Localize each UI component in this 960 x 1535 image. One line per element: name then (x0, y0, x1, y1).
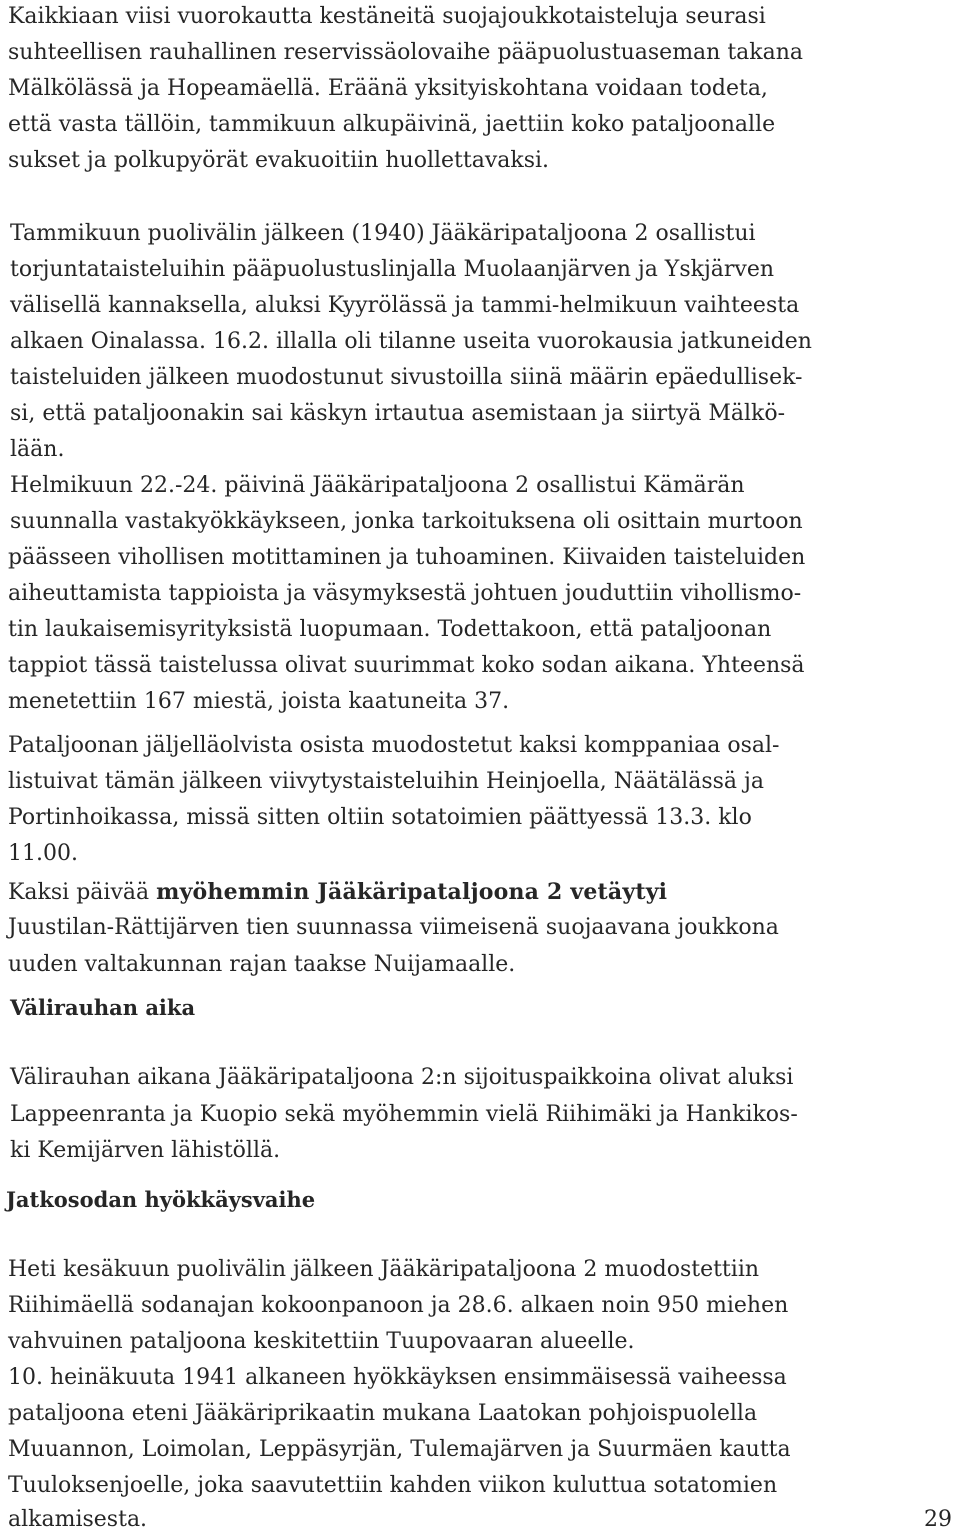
text-line: pataljoona eteni Jääkäriprikaatin mukana Laatokan pohjoispuolella (8, 1401, 758, 1426)
text-line: alkamisesta. (8, 1507, 148, 1532)
text-line: suhteellisen rauhallinen reservissäolovaihe pääpuolustuaseman takana (8, 40, 804, 65)
text-line: aiheuttamista tappioista ja väsymyksestä johtuen jouduttiin vihollismo- (8, 581, 802, 606)
text-line: Juustilan-Rättijärven tien suunnassa viimeisenä suojaavana joukkona (8, 915, 779, 940)
text-line: torjuntataisteluihin pääpuolustuslinjalla Muolaanjärven ja Yskjärven (10, 257, 775, 282)
text-line: Lappeenranta ja Kuopio sekä myöhemmin vielä Riihimäki ja Hankikos- (10, 1102, 798, 1127)
text-line: uuden valtakunnan rajan taakse Nuijamaalle. (8, 952, 516, 977)
text-line (8, 878, 667, 907)
text-line: Mälkölässä ja Hopeamäellä. Eräänä yksityiskohtana voidaan todeta, (8, 76, 768, 101)
text-line: tin laukaisemisyrityksistä luopumaan. Todettakoon, että pataljoonan (8, 617, 772, 642)
page-number: 29 (924, 1507, 952, 1532)
text-line: sukset ja polkupyörät evakuoitiin huollettavaksi. (8, 148, 550, 173)
text-line: Heti kesäkuun puolivälin jälkeen Jääkäripataljoona 2 muodostettiin (8, 1257, 760, 1282)
text-line: Portinhoikassa, missä sitten oltiin sotatoimien päättyessä 13.3. klo (8, 805, 752, 830)
text-line: Helmikuun 22.-24. päivinä Jääkäripataljoona 2 osallistui Kämärän (10, 473, 745, 498)
text-line: ki Kemijärven lähistöllä. (10, 1138, 281, 1163)
text-line: välisellä kannaksella, aluksi Kyyrölässä ja tammi-helmikuun vaihteesta (10, 293, 800, 318)
text-line: si, että pataljoonakin sai käskyn irtautua asemistaan ja siirtyä Mälkö- (10, 401, 786, 426)
text-span-bold: myöhemmin Jääkäripataljoona 2 vetäytyi (156, 879, 668, 905)
text-line: Tammikuun puolivälin jälkeen (1940) Jääkäripataljoona 2 osallistui (10, 221, 756, 246)
text-line: menetettiin 167 miestä, joista kaatuneita 37. (8, 689, 510, 714)
text-line: suunnalla vastakyökkäykseen, jonka tarkoituksena oli osittain murtoon (10, 509, 803, 534)
text-line: Riihimäellä sodanajan kokoonpanoon ja 28.6. alkaen noin 950 miehen (8, 1293, 789, 1318)
text-line: lään. (10, 437, 65, 462)
text-line: päässeen vihollisen motittaminen ja tuhoaminen. Kiivaiden taisteluiden (8, 545, 806, 570)
text-line: 10. heinäkuuta 1941 alkaneen hyökkäyksen ensimmäisessä vaiheessa (8, 1365, 787, 1390)
text-line: tappiot tässä taistelussa olivat suurimmat koko sodan aikana. Yhteensä (8, 653, 805, 678)
text-line: Välirauhan aikana Jääkäripataljoona 2:n sijoituspaikkoina olivat aluksi (10, 1065, 794, 1090)
text-line: että vasta tällöin, tammikuun alkupäivinä, jaettiin koko pataljoonalle (8, 112, 776, 137)
text-line: listuivat tämän jälkeen viivytystaisteluihin Heinjoella, Näätälässä ja (8, 769, 764, 794)
text-line: Muuannon, Loimolan, Leppäsyrjän, Tulemajärven ja Suurmäen kautta (8, 1437, 791, 1462)
text-line: vahvuinen pataljoona keskitettiin Tuupovaaran alueelle. (8, 1329, 635, 1354)
section-heading: Jatkosodan hyökkäysvaihe (6, 1187, 316, 1212)
text-line: Tuuloksenjoelle, joka saavutettiin kahden viikon kuluttua sotatomien (8, 1473, 778, 1498)
text-line: alkaen Oinalassa. 16.2. illalla oli tilanne useita vuorokausia jatkuneiden (10, 329, 812, 354)
section-heading: Välirauhan aika (10, 995, 196, 1020)
text-line: taisteluiden jälkeen muodostunut sivustoilla siinä määrin epäedullisek- (10, 365, 803, 390)
text-line: Pataljoonan jäljelläolvista osista muodostetut kaksi komppaniaa osal- (8, 733, 780, 758)
text-line: Kaikkiaan viisi vuorokautta kestäneitä suojajoukkotaisteluja seurasi (8, 4, 766, 29)
text-span: Kaksi päivää (8, 880, 157, 905)
text-line: 11.00. (8, 841, 78, 866)
